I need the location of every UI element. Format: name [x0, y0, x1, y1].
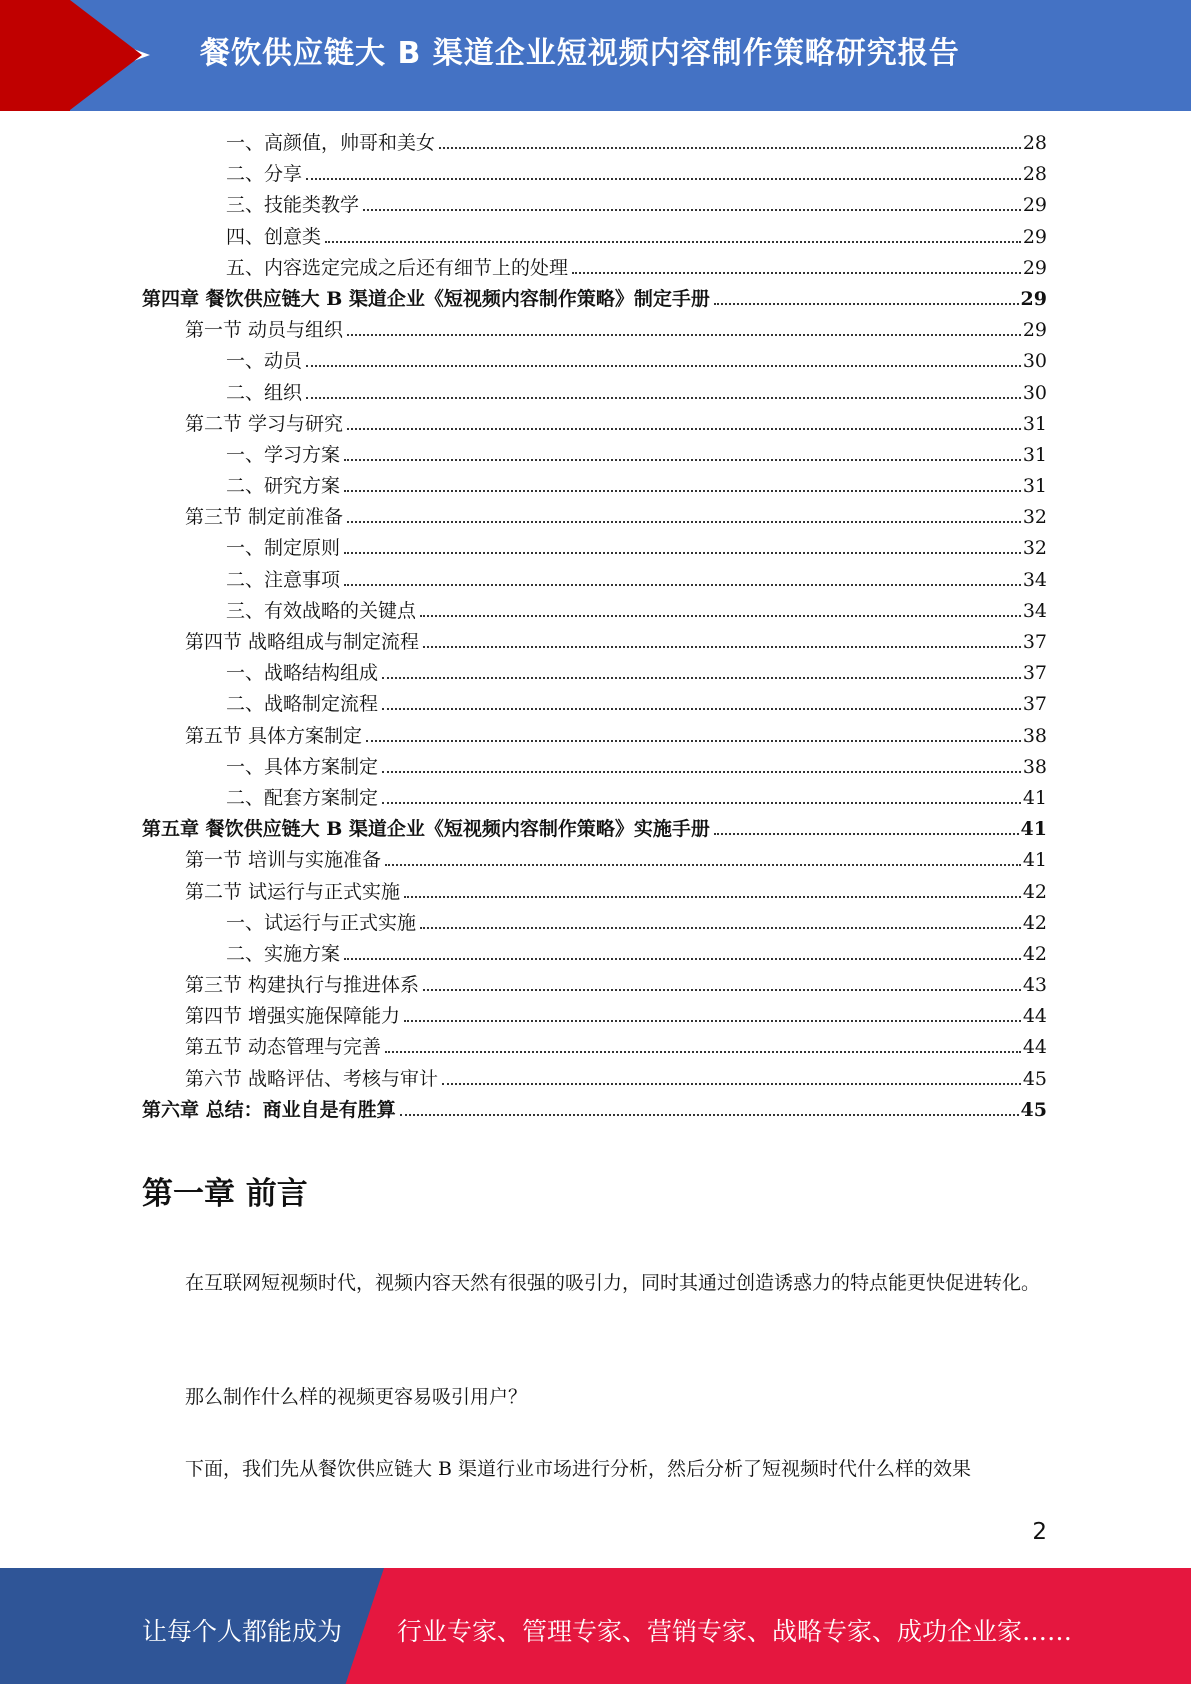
toc-entry[interactable] — [142, 222, 1047, 253]
toc-entry-page: 29 — [1022, 194, 1047, 217]
toc-entry[interactable] — [142, 752, 1047, 783]
toc-entry-page: 42 — [1022, 942, 1047, 965]
toc-entry[interactable] — [142, 939, 1047, 970]
toc-entry-page: 29 — [1022, 225, 1047, 248]
toc-entry-page: 42 — [1022, 880, 1047, 903]
toc-entry[interactable] — [142, 409, 1047, 440]
toc-entry-label: 二、配套方案制定 — [226, 786, 379, 809]
toc-entry-label: 一、制定原则 — [226, 537, 341, 560]
toc-entry[interactable] — [142, 1001, 1047, 1032]
toc-leader-dots — [385, 1050, 1021, 1053]
toc-entry-label: 一、试运行与正式实施 — [226, 911, 417, 934]
toc-leader-dots — [344, 458, 1021, 461]
toc-entry[interactable] — [142, 253, 1047, 284]
toc-entry-label: 一、具体方案制定 — [226, 755, 379, 778]
toc-leader-dots — [423, 645, 1021, 648]
toc-entry[interactable] — [142, 159, 1047, 190]
toc-entry-page: 29 — [1020, 287, 1047, 310]
toc-entry-page: 41 — [1020, 818, 1047, 841]
toc-entry-page: 37 — [1022, 631, 1047, 653]
toc-entry-label: 二、分享 — [226, 163, 303, 186]
toc-entry[interactable] — [142, 596, 1047, 627]
toc-leader-dots — [382, 676, 1021, 679]
body-paragraph: 那么制作什么样的视频更容易吸引用户？ — [185, 1386, 528, 1408]
toc-entry-page: 45 — [1022, 1067, 1047, 1090]
toc-entry[interactable] — [142, 1032, 1047, 1063]
toc-entry-label: 第五节 动态管理与完善 — [185, 1036, 382, 1059]
toc-entry-page: 30 — [1022, 381, 1047, 404]
toc-entry-page: 41 — [1022, 786, 1047, 809]
toc-entry-label: 第三节 构建执行与推进体系 — [185, 974, 420, 997]
toc-entry-label: 一、高颜值，帅哥和美女 — [226, 132, 436, 154]
toc-leader-dots — [382, 801, 1021, 804]
toc-entry[interactable] — [142, 877, 1047, 908]
toc-entry-page: 31 — [1022, 443, 1047, 466]
toc-entry[interactable] — [142, 190, 1047, 221]
toc-entry-label: 第四章 餐饮供应链大 B 渠道企业《短视频内容制作策略》制定手册 — [142, 287, 710, 310]
toc-entry-label: 第二节 学习与研究 — [185, 412, 344, 435]
toc-entry-page: 28 — [1022, 132, 1047, 154]
toc-leader-dots — [382, 707, 1021, 710]
toc-leader-dots — [366, 739, 1021, 742]
toc-entry-page: 38 — [1022, 755, 1047, 778]
toc-leader-dots — [404, 895, 1021, 898]
toc-leader-dots — [420, 614, 1021, 617]
toc-leader-dots — [572, 271, 1021, 274]
header-arrow-tip — [70, 0, 142, 110]
toc-leader-dots — [423, 988, 1021, 991]
toc-entry[interactable] — [142, 471, 1047, 502]
toc-entry-label: 一、战略结构组成 — [226, 662, 379, 685]
toc-entry-label: 五、内容选定完成之后还有细节上的处理 — [226, 256, 569, 279]
toc-entry[interactable] — [142, 689, 1047, 720]
toc-entry[interactable] — [142, 970, 1047, 1001]
toc-entry-page: 32 — [1022, 506, 1047, 529]
toc-leader-dots — [404, 1019, 1021, 1022]
toc-entry-page: 31 — [1022, 475, 1047, 498]
toc-entry-page: 45 — [1020, 1098, 1047, 1121]
toc-entry[interactable] — [142, 1064, 1047, 1095]
toc-entry[interactable] — [142, 502, 1047, 533]
toc-leader-dots — [347, 333, 1021, 336]
toc-entry-label: 第一节 培训与实施准备 — [185, 849, 382, 872]
toc-entry[interactable] — [142, 627, 1047, 658]
toc-entry[interactable] — [142, 658, 1047, 689]
toc-entry-page: 44 — [1022, 1036, 1047, 1059]
toc-leader-dots — [714, 832, 1019, 835]
toc-leader-dots — [400, 1113, 1019, 1116]
table-of-contents — [142, 128, 1047, 1126]
header-arrow-block — [0, 0, 70, 111]
toc-entry-page: 34 — [1022, 568, 1047, 591]
report-title: 餐饮供应链大 B 渠道企业短视频内容制作策略研究报告 — [200, 36, 960, 71]
toc-entry-page: 37 — [1022, 662, 1047, 685]
body-paragraph: 在互联网短视频时代，视频内容天然有很强的吸引力，同时其通过创造诱惑力的特点能更快促进转化。 — [185, 1272, 1041, 1294]
toc-entry[interactable] — [142, 565, 1047, 596]
toc-entry[interactable] — [142, 908, 1047, 939]
toc-entry-label: 第五章 餐饮供应链大 B 渠道企业《短视频内容制作策略》实施手册 — [142, 818, 710, 841]
toc-leader-dots — [344, 957, 1021, 960]
toc-entry[interactable] — [142, 378, 1047, 409]
toc-entry[interactable] — [142, 845, 1047, 876]
toc-entry-page: 41 — [1022, 849, 1047, 872]
toc-entry-label: 第六节 战略评估、考核与审计 — [185, 1067, 439, 1090]
toc-leader-dots — [344, 583, 1021, 586]
toc-entry[interactable] — [142, 533, 1047, 564]
toc-entry-label: 一、学习方案 — [226, 443, 341, 466]
toc-entry-page: 42 — [1022, 911, 1047, 934]
toc-entry-label: 三、有效战略的关键点 — [226, 599, 417, 622]
toc-leader-dots — [344, 489, 1021, 492]
toc-entry[interactable] — [142, 346, 1047, 377]
toc-entry-label: 第一节 动员与组织 — [185, 319, 344, 342]
toc-entry-page: 38 — [1022, 724, 1047, 747]
toc-entry[interactable] — [142, 440, 1047, 471]
toc-entry-label: 三、技能类教学 — [226, 194, 360, 217]
toc-leader-dots — [347, 520, 1021, 523]
toc-entry[interactable] — [142, 284, 1047, 315]
toc-leader-dots — [344, 551, 1021, 554]
toc-entry[interactable] — [142, 315, 1047, 346]
toc-entry-label: 二、组织 — [226, 381, 303, 404]
toc-entry-label: 第六章 总结：商业自是有胜算 — [142, 1098, 396, 1121]
toc-entry-page: 44 — [1022, 1005, 1047, 1028]
toc-entry-page: 29 — [1022, 256, 1047, 279]
toc-leader-dots — [714, 302, 1019, 305]
toc-entry-page: 43 — [1022, 974, 1047, 997]
toc-entry-page: 31 — [1022, 412, 1047, 435]
toc-entry-page: 32 — [1022, 537, 1047, 560]
footer-slogan-left: 让每个人都能成为 — [142, 1617, 343, 1646]
toc-leader-dots — [306, 364, 1021, 367]
toc-leader-dots — [325, 240, 1021, 243]
toc-entry-page: 28 — [1022, 163, 1047, 186]
toc-leader-dots — [442, 1082, 1021, 1085]
toc-leader-dots — [306, 177, 1021, 180]
toc-entry-label: 第三节 制定前准备 — [185, 506, 344, 529]
toc-entry[interactable] — [142, 1095, 1047, 1126]
toc-entry-label: 第二节 试运行与正式实施 — [185, 880, 401, 903]
page-header — [0, 0, 1191, 111]
toc-leader-dots — [347, 427, 1021, 430]
toc-entry-label: 第四节 增强实施保障能力 — [185, 1005, 401, 1028]
toc-entry-page: 37 — [1022, 693, 1047, 716]
toc-entry-page: 29 — [1022, 319, 1047, 342]
toc-entry-page: 30 — [1022, 350, 1047, 373]
footer-slogan-right: 行业专家、管理专家、营销专家、战略专家、成功企业家…… — [397, 1617, 1073, 1646]
toc-leader-dots — [382, 770, 1021, 773]
toc-leader-dots — [439, 146, 1021, 149]
toc-entry-label: 二、实施方案 — [226, 942, 341, 965]
toc-entry-label: 二、注意事项 — [226, 568, 341, 591]
toc-entry-label: 第四节 战略组成与制定流程 — [185, 631, 420, 653]
toc-entry-page: 34 — [1022, 599, 1047, 622]
toc-leader-dots — [306, 396, 1021, 399]
toc-entry[interactable] — [142, 783, 1047, 814]
toc-entry[interactable] — [142, 814, 1047, 845]
chapter-heading: 第一章 前言 — [142, 1176, 308, 1212]
toc-leader-dots — [363, 208, 1021, 211]
toc-entry-label: 第五节 具体方案制定 — [185, 724, 363, 747]
toc-leader-dots — [385, 863, 1021, 866]
body-paragraph: 下面，我们先从餐饮供应链大 B 渠道行业市场进行分析，然后分析了短视频时代什么样的效果 — [185, 1458, 972, 1480]
page-number: 2 — [1032, 1519, 1047, 1545]
toc-entry-label: 四、创意类 — [226, 225, 322, 248]
page-footer — [0, 1568, 1191, 1684]
toc-entry[interactable] — [142, 128, 1047, 159]
toc-leader-dots — [420, 926, 1021, 929]
toc-entry-label: 二、战略制定流程 — [226, 693, 379, 716]
toc-entry[interactable] — [142, 721, 1047, 752]
toc-entry-label: 一、动员 — [226, 350, 303, 373]
toc-entry-label: 二、研究方案 — [226, 475, 341, 498]
